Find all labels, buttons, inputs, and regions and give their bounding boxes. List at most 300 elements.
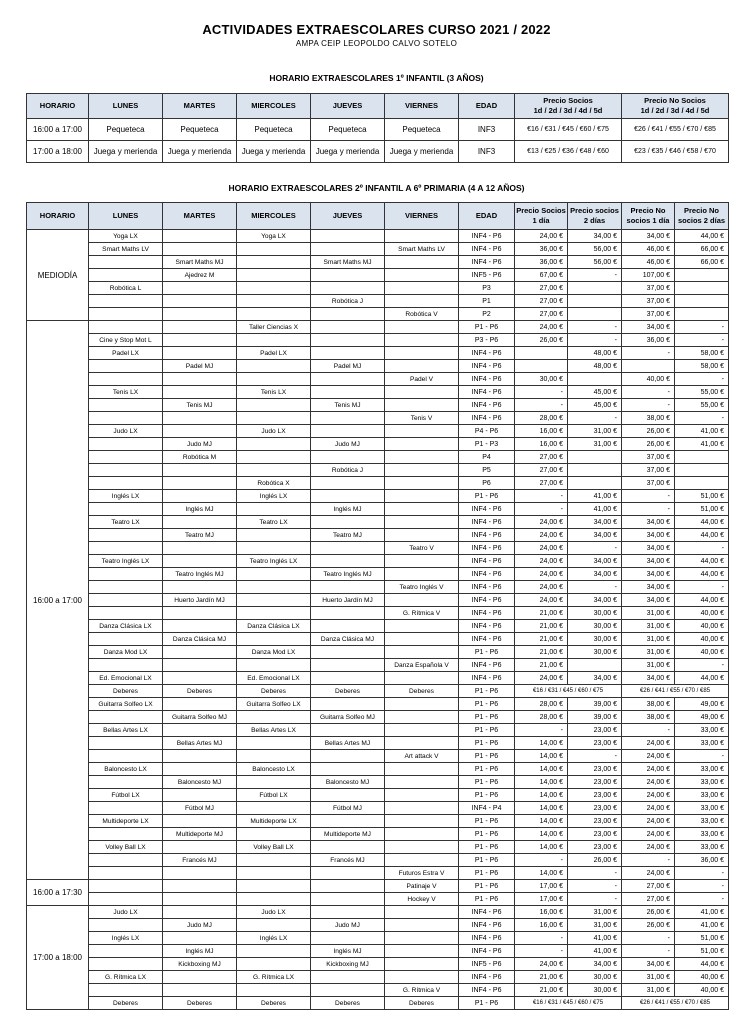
precio-cell: 44,00 € [675, 958, 729, 971]
precio-cell: 34,00 € [568, 516, 622, 529]
precio-cell: - [675, 412, 729, 425]
activity-cell [237, 542, 311, 555]
precio-cell: 23,00 € [568, 802, 622, 815]
activity-cell [385, 945, 459, 958]
precio-cell: 33,00 € [675, 841, 729, 854]
precio-cell: 34,00 € [568, 529, 622, 542]
activity-cell [311, 386, 385, 399]
table-row [27, 997, 729, 1010]
precio-cell: 24,00 € [622, 802, 675, 815]
activity-cell [311, 841, 385, 854]
activity-cell [311, 373, 385, 386]
precio-socios-sub: 1d / 2d / 3d / 4d / 5d [533, 106, 603, 115]
activity-cell [89, 893, 163, 906]
col-header-jueves: JUEVES [311, 94, 385, 119]
precio-cell: 36,00 € [515, 256, 568, 269]
activity-cell [163, 841, 237, 854]
activity-cell [89, 581, 163, 594]
activity-cell: Kickboxing MJ [311, 958, 385, 971]
precio-cell: 67,00 € [515, 269, 568, 282]
activity-cell: Robótica X [237, 477, 311, 490]
activity-cell: Fútbol MJ [311, 802, 385, 815]
precio-cell: 31,00 € [622, 607, 675, 620]
activity-cell [385, 451, 459, 464]
activity-cell [311, 763, 385, 776]
precio-cell: - [622, 347, 675, 360]
activity-cell: Judo LX [237, 906, 311, 919]
precio-cell: 24,00 € [515, 672, 568, 685]
precio-cell: 41,00 € [675, 438, 729, 451]
precio-cell: 34,00 € [622, 568, 675, 581]
precio-cell: 27,00 € [622, 880, 675, 893]
table-row [27, 854, 729, 867]
activity-cell: G. Rítmica V [385, 984, 459, 997]
edad-cell: P1 - P6 [459, 997, 515, 1010]
table-row [27, 932, 729, 945]
activity-cell: Deberes [163, 685, 237, 698]
precio-cell: 30,00 € [568, 633, 622, 646]
activity-cell: Hockey V [385, 893, 459, 906]
activity-cell [237, 880, 311, 893]
activity-cell [311, 282, 385, 295]
table-row [27, 321, 729, 334]
activity-cell [385, 828, 459, 841]
precio-cell: 24,00 € [622, 828, 675, 841]
table-row [27, 633, 729, 646]
edad-cell: P1 - P6 [459, 815, 515, 828]
precio-cell: 34,00 € [568, 672, 622, 685]
edad-cell: P6 [459, 477, 515, 490]
activity-cell: Inglés MJ [311, 503, 385, 516]
precio-cell: - [568, 334, 622, 347]
precio-cell: 40,00 € [675, 633, 729, 646]
precio-cell: 26,00 € [622, 906, 675, 919]
activity-cell [163, 555, 237, 568]
activity-cell [385, 438, 459, 451]
activity-cell [311, 269, 385, 282]
precio-cell [675, 308, 729, 321]
activity-cell [311, 932, 385, 945]
precio-cell: - [675, 659, 729, 672]
activity-cell [237, 945, 311, 958]
header-line: Precio No [683, 206, 719, 215]
activity-cell: Bellas Artes MJ [163, 737, 237, 750]
table-row [27, 945, 729, 958]
activity-cell [385, 711, 459, 724]
precio-cell: 24,00 € [515, 594, 568, 607]
precio-cell: 49,00 € [675, 711, 729, 724]
activity-cell: Teatro Inglés LX [237, 555, 311, 568]
table-cell: Juega y merienda [311, 141, 385, 163]
precio-cell: 44,00 € [675, 555, 729, 568]
table-row [27, 425, 729, 438]
activity-cell [89, 867, 163, 880]
table-row [27, 360, 729, 373]
activity-cell: Padel V [385, 373, 459, 386]
precio-cell [568, 659, 622, 672]
activity-cell: Deberes [311, 997, 385, 1010]
activity-cell: Judo MJ [311, 438, 385, 451]
activity-cell [237, 373, 311, 386]
col-header-precio-socios-2dias [568, 203, 622, 230]
activity-cell [89, 594, 163, 607]
table-row [27, 568, 729, 581]
precio-cell [568, 308, 622, 321]
precio-combined-cell: €26 / €41 / €55 / €70 / €85 [622, 685, 729, 698]
table-row [27, 893, 729, 906]
activity-cell: Fútbol MJ [163, 802, 237, 815]
activity-cell: Judo LX [89, 425, 163, 438]
precio-cell: 27,00 € [622, 893, 675, 906]
precio-cell: 16,00 € [515, 919, 568, 932]
activity-cell [163, 984, 237, 997]
activity-cell [237, 243, 311, 256]
precio-cell: 26,00 € [622, 425, 675, 438]
table-row [27, 880, 729, 893]
precio-cell: 14,00 € [515, 828, 568, 841]
table-cell: Pequeteca [385, 119, 459, 141]
precio-cell: 21,00 € [515, 984, 568, 997]
activity-cell: Baloncesto MJ [163, 776, 237, 789]
activity-cell: Danza Española V [385, 659, 459, 672]
edad-cell: P4 [459, 451, 515, 464]
precio-cell: 30,00 € [568, 971, 622, 984]
precio-cell: 58,00 € [675, 347, 729, 360]
activity-cell [311, 581, 385, 594]
precio-cell: 16,00 € [515, 425, 568, 438]
activity-cell [163, 347, 237, 360]
activity-cell [311, 555, 385, 568]
activity-cell [237, 529, 311, 542]
precio-cell: 48,00 € [568, 360, 622, 373]
col-header-martes: MARTES [163, 94, 237, 119]
activity-cell [385, 360, 459, 373]
activity-cell: Ajedrez M [163, 269, 237, 282]
activity-cell [237, 893, 311, 906]
activity-cell: Danza Clásica MJ [163, 633, 237, 646]
precio-cell: €26 / €41 / €55 / €70 / €85 [622, 119, 729, 141]
activity-cell [89, 412, 163, 425]
activity-cell [385, 789, 459, 802]
primaria-section-title: HORARIO EXTRAESCOLARES 2º INFANTIL A 6º PRIMARIA (4 A 12 AÑOS) [228, 183, 525, 193]
activity-cell: Teatro Inglés V [385, 581, 459, 594]
precio-cell: - [515, 503, 568, 516]
precio-cell: 46,00 € [622, 256, 675, 269]
activity-cell [89, 360, 163, 373]
activity-cell: Inglés LX [237, 932, 311, 945]
table-cell: INF3 [459, 141, 515, 163]
activity-cell [237, 360, 311, 373]
horario-cell: 17:00 a 18:00 [27, 141, 89, 163]
edad-cell: P3 - P6 [459, 334, 515, 347]
precio-cell: 17,00 € [515, 893, 568, 906]
table-row [27, 412, 729, 425]
activity-cell [237, 802, 311, 815]
col-header-miercoles: MIERCOLES [237, 94, 311, 119]
edad-cell: INF4 - P6 [459, 906, 515, 919]
activity-cell: Bellas Artes MJ [311, 737, 385, 750]
activity-cell: Robótica J [311, 464, 385, 477]
precio-cell: 23,00 € [568, 815, 622, 828]
precio-cell: - [515, 490, 568, 503]
activity-cell [89, 308, 163, 321]
activity-cell [163, 542, 237, 555]
precio-cell: 30,00 € [515, 373, 568, 386]
activity-cell [385, 334, 459, 347]
document-subtitle: AMPA CEIP LEOPOLDO CALVO SOTELO [295, 39, 458, 48]
edad-cell: P2 [459, 308, 515, 321]
precio-cell: 38,00 € [622, 711, 675, 724]
table-cell: Juega y merienda [89, 141, 163, 163]
precio-cell: 31,00 € [568, 438, 622, 451]
activity-cell [89, 945, 163, 958]
activity-cell [237, 659, 311, 672]
precio-cell: 45,00 € [568, 386, 622, 399]
activity-cell: Baloncesto LX [237, 763, 311, 776]
activity-cell [385, 477, 459, 490]
precio-cell: 24,00 € [622, 763, 675, 776]
activity-cell [237, 854, 311, 867]
precio-cell: - [515, 945, 568, 958]
edad-cell: P1 - P6 [459, 646, 515, 659]
precio-cell [675, 295, 729, 308]
table-row [27, 386, 729, 399]
activity-cell [237, 984, 311, 997]
precio-cell: - [568, 269, 622, 282]
precio-cell: 34,00 € [622, 230, 675, 243]
precio-no-socios-sub: 1d / 2d / 3d / 4d / 5d [640, 106, 710, 115]
precio-cell: 30,00 € [568, 646, 622, 659]
activity-cell: Ed. Emocional LX [89, 672, 163, 685]
activity-cell: Smart Maths LV [385, 243, 459, 256]
activity-cell [311, 620, 385, 633]
col-header-edad: EDAD [459, 94, 515, 119]
activity-cell [163, 425, 237, 438]
activity-cell [311, 321, 385, 334]
activity-cell [385, 919, 459, 932]
precio-cell: 41,00 € [675, 906, 729, 919]
table-row [27, 776, 729, 789]
table-cell: Pequeteca [311, 119, 385, 141]
precio-cell: - [622, 854, 675, 867]
precio-cell: - [675, 893, 729, 906]
activity-cell [89, 503, 163, 516]
activity-cell: Robótica J [311, 295, 385, 308]
activity-cell [311, 880, 385, 893]
activity-cell [385, 321, 459, 334]
activity-cell: Multideporte LX [89, 815, 163, 828]
activity-cell: Francés MJ [163, 854, 237, 867]
precio-cell: 26,00 € [622, 438, 675, 451]
precio-cell: 27,00 € [515, 477, 568, 490]
precio-cell: 56,00 € [568, 256, 622, 269]
activity-cell [163, 321, 237, 334]
activity-cell [237, 711, 311, 724]
edad-cell: P1 - P6 [459, 789, 515, 802]
precio-cell: 26,00 € [515, 334, 568, 347]
precio-cell: 58,00 € [675, 360, 729, 373]
activity-cell: Padel LX [89, 347, 163, 360]
precio-cell: 46,00 € [622, 243, 675, 256]
edad-cell: P1 [459, 295, 515, 308]
table-row [27, 763, 729, 776]
precio-cell: 28,00 € [515, 711, 568, 724]
precio-cell: - [568, 542, 622, 555]
precio-cell: 33,00 € [675, 789, 729, 802]
precio-cell: 21,00 € [515, 620, 568, 633]
table-row [27, 347, 729, 360]
precio-cell: 24,00 € [622, 737, 675, 750]
precio-cell: 40,00 € [622, 373, 675, 386]
col-header-lunes: LUNES [89, 203, 163, 230]
activity-cell [311, 672, 385, 685]
precio-cell: 34,00 € [622, 321, 675, 334]
table-row [27, 542, 729, 555]
edad-cell: INF4 - P6 [459, 594, 515, 607]
activity-cell [163, 620, 237, 633]
precio-cell: 24,00 € [515, 958, 568, 971]
activity-cell [237, 256, 311, 269]
precio-cell: 39,00 € [568, 698, 622, 711]
activity-cell [163, 243, 237, 256]
table-row [27, 308, 729, 321]
precio-cell: 21,00 € [515, 646, 568, 659]
edad-cell: INF4 - P6 [459, 633, 515, 646]
activity-cell: Teatro MJ [163, 529, 237, 542]
activity-cell: Danza Mod LX [237, 646, 311, 659]
precio-cell: - [515, 399, 568, 412]
activity-cell [311, 893, 385, 906]
edad-cell: P1 - P6 [459, 750, 515, 763]
precio-cell: 31,00 € [568, 919, 622, 932]
activity-cell: Deberes [89, 685, 163, 698]
table-row [27, 399, 729, 412]
table-cell: Pequeteca [89, 119, 163, 141]
precio-cell [568, 464, 622, 477]
precio-cell [675, 282, 729, 295]
precio-combined-cell: €26 / €41 / €55 / €70 / €85 [622, 997, 729, 1010]
activity-cell [311, 659, 385, 672]
activity-cell [311, 984, 385, 997]
infantil-section-title: HORARIO EXTRAESCOLARES 1º INFANTIL (3 AÑOS) [269, 73, 484, 83]
precio-cell: - [675, 581, 729, 594]
precio-cell: 33,00 € [675, 815, 729, 828]
table-row [27, 529, 729, 542]
table-cell: Juega y merienda [163, 141, 237, 163]
activity-cell [385, 672, 459, 685]
activity-cell [237, 295, 311, 308]
activity-cell [163, 867, 237, 880]
precio-cell: 36,00 € [515, 243, 568, 256]
activity-cell [163, 724, 237, 737]
precio-socios-title: Precio Socios [543, 96, 593, 105]
activity-cell [163, 880, 237, 893]
activity-cell: Deberes [385, 685, 459, 698]
precio-cell: 16,00 € [515, 438, 568, 451]
precio-cell: 34,00 € [622, 581, 675, 594]
precio-cell: 23,00 € [568, 724, 622, 737]
table-row [27, 555, 729, 568]
precio-cell: 26,00 € [568, 854, 622, 867]
col-header-horario: HORARIO [27, 203, 89, 230]
activity-cell [89, 711, 163, 724]
precio-cell [515, 360, 568, 373]
precio-cell: - [622, 490, 675, 503]
table-row [27, 516, 729, 529]
activity-cell: Tenis V [385, 412, 459, 425]
edad-cell: INF4 - P6 [459, 607, 515, 620]
precio-cell: 31,00 € [622, 620, 675, 633]
activity-cell: Padel MJ [163, 360, 237, 373]
edad-cell: P1 - P6 [459, 854, 515, 867]
precio-cell [568, 373, 622, 386]
activity-cell [237, 412, 311, 425]
activity-cell [311, 867, 385, 880]
edad-cell: INF4 - P6 [459, 373, 515, 386]
precio-cell: - [675, 867, 729, 880]
precio-cell: - [568, 880, 622, 893]
precio-cell: 34,00 € [568, 555, 622, 568]
activity-cell [89, 373, 163, 386]
table-row [27, 282, 729, 295]
edad-cell: P4 - P6 [459, 425, 515, 438]
precio-cell: 30,00 € [568, 607, 622, 620]
precio-cell: 33,00 € [675, 802, 729, 815]
precio-cell: 14,00 € [515, 841, 568, 854]
activity-cell: Judo MJ [311, 919, 385, 932]
activity-cell [237, 334, 311, 347]
activity-cell [163, 230, 237, 243]
precio-cell: - [568, 412, 622, 425]
table-cell: Pequeteca [163, 119, 237, 141]
activity-cell: Multideporte LX [237, 815, 311, 828]
precio-cell: 17,00 € [515, 880, 568, 893]
precio-cell: 37,00 € [622, 295, 675, 308]
activity-cell [237, 776, 311, 789]
table-row [27, 141, 729, 163]
precio-cell: 44,00 € [675, 672, 729, 685]
activity-cell [89, 802, 163, 815]
table-row [27, 295, 729, 308]
activity-cell: Tenis MJ [163, 399, 237, 412]
activity-cell [163, 282, 237, 295]
precio-cell: 34,00 € [622, 672, 675, 685]
precio-cell: - [622, 503, 675, 516]
activity-cell [385, 295, 459, 308]
activity-cell [311, 412, 385, 425]
activity-cell: Baloncesto LX [89, 763, 163, 776]
table-row [27, 685, 729, 698]
activity-cell [163, 308, 237, 321]
edad-cell: INF5 - P6 [459, 958, 515, 971]
activity-cell: Tenis LX [89, 386, 163, 399]
table-row [27, 971, 729, 984]
horario-cell: 16:00 a 17:00 [27, 321, 89, 880]
precio-cell: - [675, 542, 729, 555]
table-cell: Pequeteca [237, 119, 311, 141]
edad-cell: P1 - P6 [459, 724, 515, 737]
precio-cell: 40,00 € [675, 971, 729, 984]
activity-cell: G. Rítmica LX [89, 971, 163, 984]
activity-cell [89, 542, 163, 555]
activity-cell [385, 425, 459, 438]
activity-cell [89, 919, 163, 932]
precio-cell: 31,00 € [622, 633, 675, 646]
table-row [27, 659, 729, 672]
table-row [27, 230, 729, 243]
precio-cell: - [568, 750, 622, 763]
precio-cell: 24,00 € [515, 581, 568, 594]
